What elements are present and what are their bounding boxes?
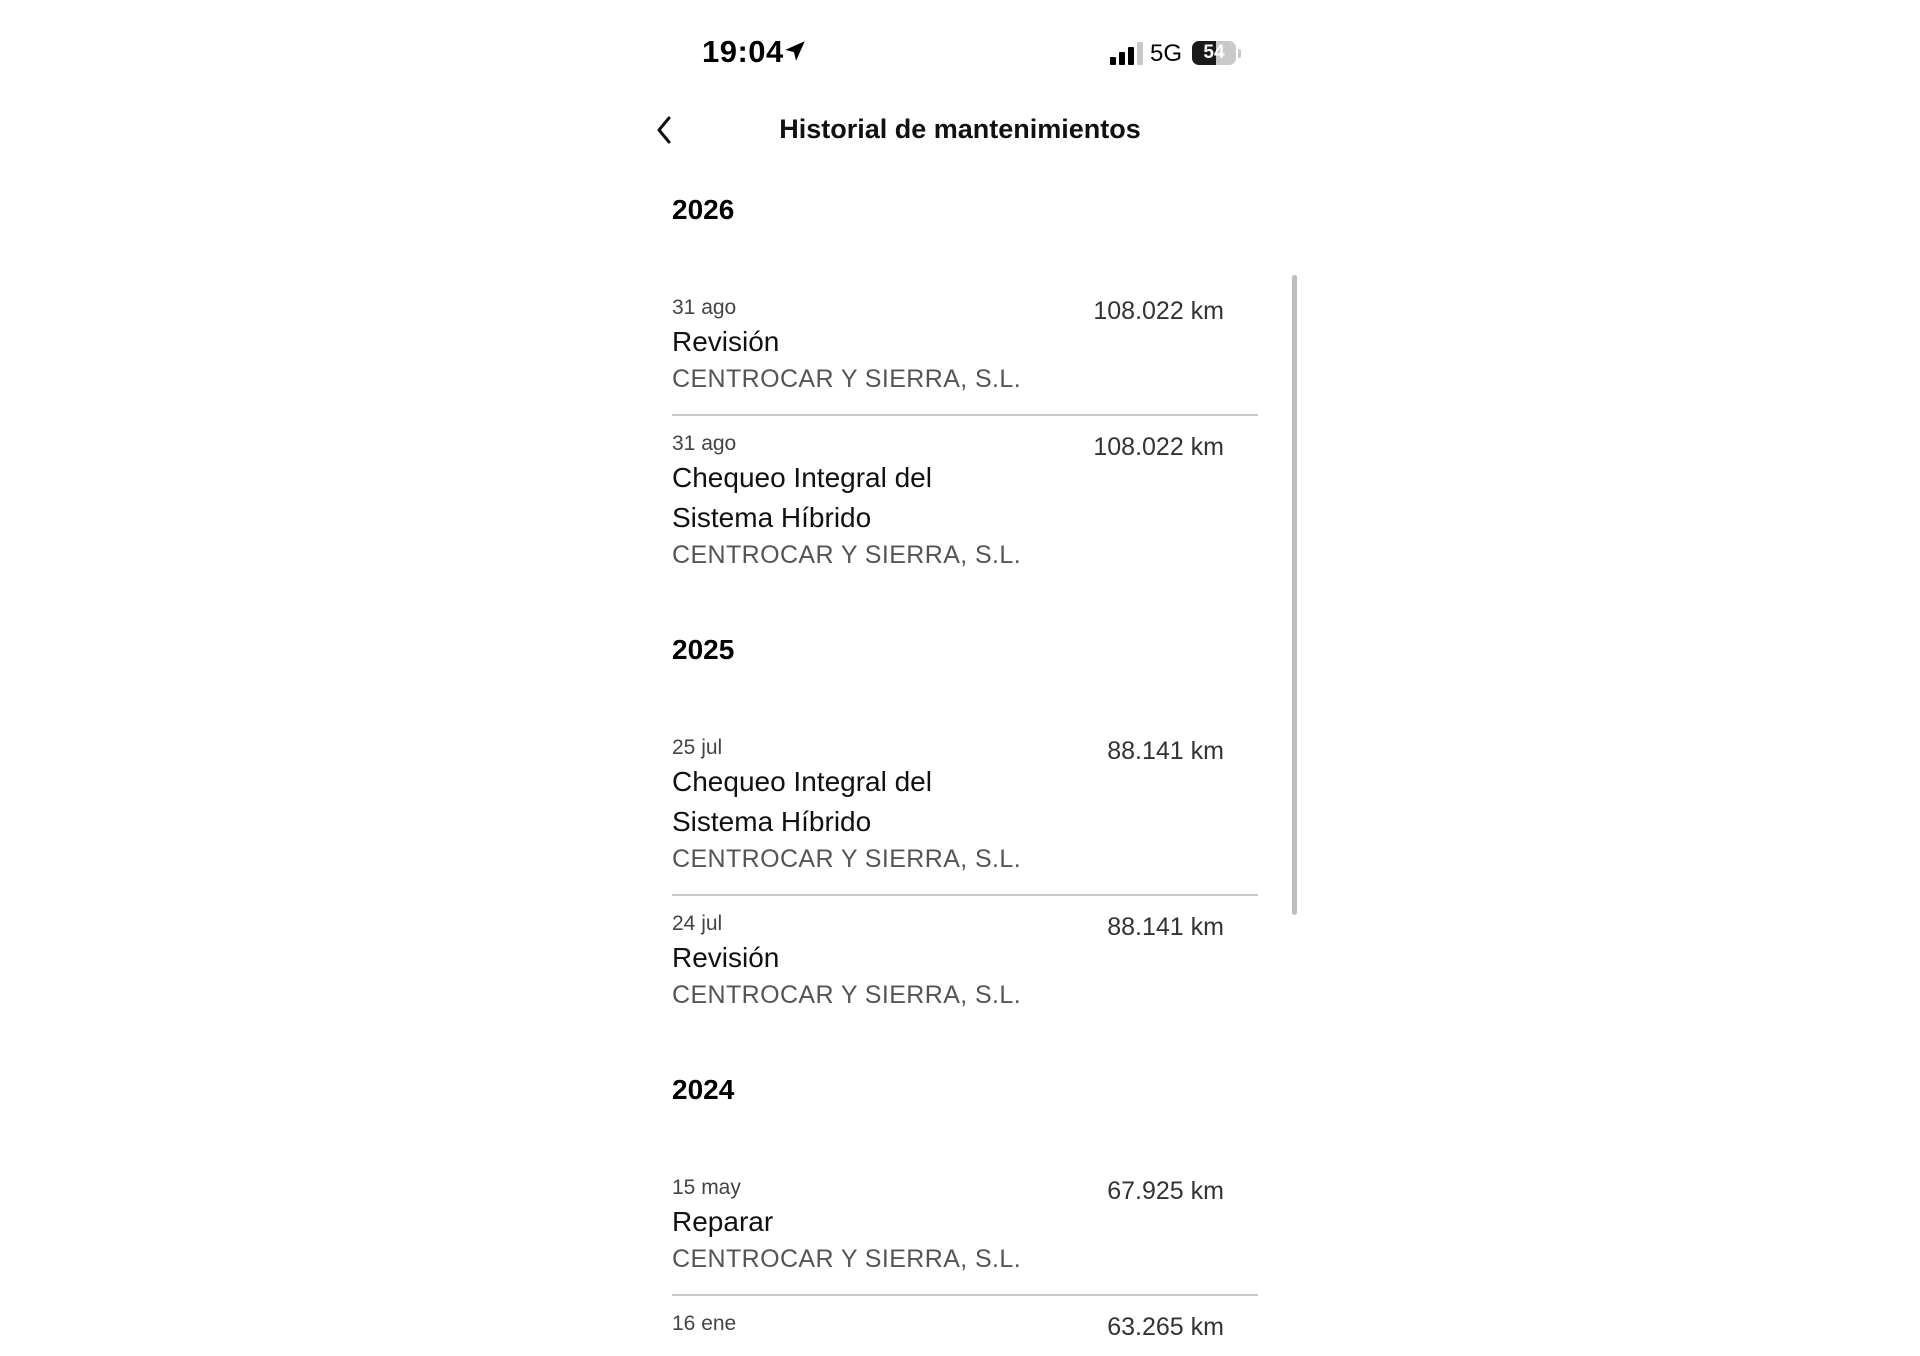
record-service: Revisión — [672, 942, 780, 973]
location-arrow-icon — [782, 38, 808, 64]
section-spacer — [672, 590, 1258, 630]
maintenance-record[interactable] — [672, 720, 1258, 896]
battery-icon — [1192, 41, 1236, 65]
maintenance-history-list — [672, 190, 1258, 1356]
section-spacer — [672, 670, 1258, 720]
record-date: 31 ago — [672, 432, 737, 455]
record-dealer: CENTROCAR Y SIERRA, S.L. — [672, 981, 1022, 1009]
scrollbar[interactable] — [1292, 275, 1297, 915]
maintenance-record[interactable] — [672, 896, 1258, 1030]
record-mileage: 88.141 km — [1107, 913, 1224, 941]
maintenance-record[interactable] — [672, 1160, 1258, 1296]
status-time: 19:04 — [702, 34, 784, 69]
maintenance-record[interactable] — [672, 416, 1258, 590]
record-dealer: CENTROCAR Y SIERRA, S.L. — [672, 365, 1022, 393]
record-date: 15 may — [672, 1176, 741, 1199]
record-mileage: 88.141 km — [1107, 737, 1224, 765]
cellular-signal-icon — [1109, 42, 1145, 66]
record-date: 31 ago — [672, 296, 737, 319]
record-dealer: CENTROCAR Y SIERRA, S.L. — [672, 1245, 1022, 1273]
maintenance-record[interactable] — [672, 1296, 1258, 1356]
section-spacer — [672, 1030, 1258, 1070]
record-service: Chequeo Integral del Sistema Híbrido — [672, 462, 932, 533]
record-dealer: CENTROCAR Y SIERRA, S.L. — [672, 541, 1022, 569]
record-date: 24 jul — [672, 912, 723, 935]
record-mileage: 108.022 km — [1093, 297, 1224, 325]
record-service: Chequeo Integral del Sistema Híbrido — [672, 766, 932, 837]
record-date: 16 ene — [672, 1312, 737, 1335]
network-type: 5G — [1150, 40, 1183, 67]
section-spacer — [672, 1110, 1258, 1160]
battery-cap — [1238, 49, 1241, 58]
section-spacer — [672, 230, 1258, 280]
maintenance-record[interactable] — [672, 280, 1258, 416]
battery-percent: 54 — [1203, 42, 1225, 63]
record-service: Reparar — [672, 1206, 774, 1237]
record-service: Revisión — [672, 326, 780, 357]
navigation-bar — [640, 100, 1280, 160]
year-heading: 2025 — [672, 634, 735, 665]
status-bar — [0, 0, 1920, 90]
year-heading: 2026 — [672, 194, 735, 225]
record-mileage: 108.022 km — [1093, 433, 1224, 461]
record-mileage: 67.925 km — [1107, 1177, 1224, 1205]
record-date: 25 jul — [672, 736, 723, 759]
record-dealer: CENTROCAR Y SIERRA, S.L. — [672, 845, 1022, 873]
record-mileage: 63.265 km — [1107, 1313, 1224, 1341]
year-heading: 2024 — [672, 1074, 735, 1105]
page-title: Historial de mantenimientos — [779, 114, 1141, 144]
